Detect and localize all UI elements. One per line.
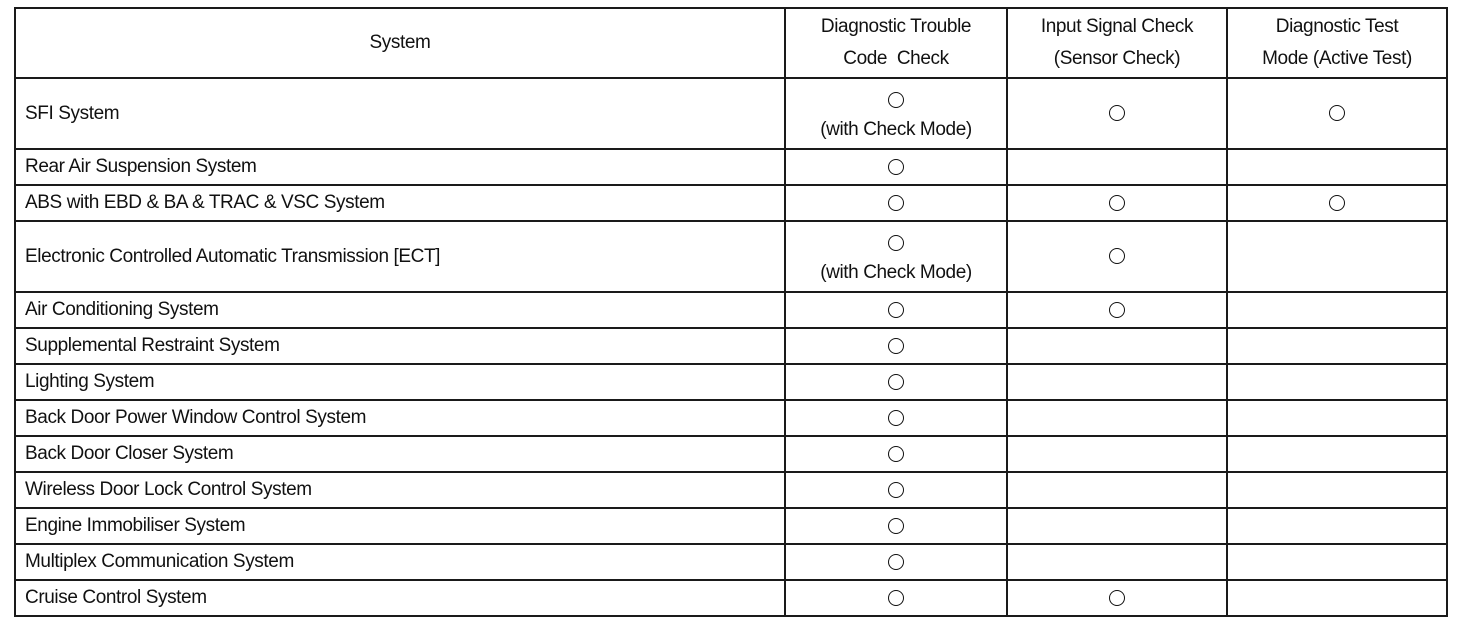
dtc-cell [785, 508, 1007, 544]
input-cell [1007, 436, 1227, 472]
system-name-cell: Electronic Controlled Automatic Transmission [ECT] [15, 221, 785, 292]
input-cell [1007, 185, 1227, 221]
circle-mark-icon [1109, 195, 1125, 211]
table-row [15, 580, 1447, 616]
header-dtc-line-1: Diagnostic Trouble [820, 16, 972, 37]
active-cell [1227, 292, 1447, 328]
circle-mark-icon [888, 518, 904, 534]
input-cell [1007, 400, 1227, 436]
circle-mark-icon [1109, 105, 1125, 121]
active-cell [1227, 149, 1447, 185]
table-row [15, 328, 1447, 364]
dtc-cell [785, 149, 1007, 185]
system-name-cell: Cruise Control System [15, 580, 785, 616]
circle-mark-icon [888, 338, 904, 354]
table-row [15, 436, 1447, 472]
check-mode-note: (with Check Mode) [820, 118, 972, 140]
input-cell [1007, 78, 1227, 149]
table-row [15, 149, 1447, 185]
table-row [15, 78, 1447, 149]
check-mode-note: (with Check Mode) [820, 261, 972, 283]
input-cell [1007, 472, 1227, 508]
active-cell [1227, 472, 1447, 508]
system-name-cell: Rear Air Suspension System [15, 149, 785, 185]
dtc-cell [785, 328, 1007, 364]
system-name-cell: Air Conditioning System [15, 292, 785, 328]
circle-mark-icon [888, 159, 904, 175]
system-name-cell: Lighting System [15, 364, 785, 400]
header-dtc-line-2: Code Check [843, 48, 949, 69]
table-row [15, 185, 1447, 221]
active-cell [1227, 185, 1447, 221]
input-cell [1007, 364, 1227, 400]
header-input-line-1: Input Signal Check [1040, 16, 1194, 37]
dtc-cell [785, 78, 1007, 149]
dtc-cell [785, 221, 1007, 292]
system-name-cell: Back Door Closer System [15, 436, 785, 472]
table-body [15, 78, 1447, 616]
circle-mark-icon [888, 302, 904, 318]
table-row [15, 221, 1447, 292]
system-name-cell: SFI System [15, 78, 785, 149]
input-cell [1007, 328, 1227, 364]
header-system-label: System [369, 32, 431, 53]
circle-mark-icon [888, 590, 904, 606]
input-cell [1007, 149, 1227, 185]
system-name-cell: Wireless Door Lock Control System [15, 472, 785, 508]
header-system [15, 8, 785, 78]
table-row [15, 544, 1447, 580]
header-active-test [1227, 8, 1447, 78]
active-cell [1227, 364, 1447, 400]
input-cell [1007, 544, 1227, 580]
diagnostic-function-table [14, 7, 1448, 617]
header-row [15, 8, 1447, 78]
system-name-cell: Supplemental Restraint System [15, 328, 785, 364]
active-cell [1227, 78, 1447, 149]
header-active-line-2: Mode (Active Test) [1262, 48, 1412, 69]
dtc-cell [785, 185, 1007, 221]
table-row [15, 364, 1447, 400]
system-name-cell: Multiplex Communication System [15, 544, 785, 580]
circle-mark-icon [888, 410, 904, 426]
dtc-cell [785, 292, 1007, 328]
circle-mark-icon [1109, 302, 1125, 318]
dtc-cell [785, 472, 1007, 508]
active-cell [1227, 580, 1447, 616]
system-name-cell: Engine Immobiliser System [15, 508, 785, 544]
circle-mark-icon [1329, 195, 1345, 211]
circle-mark-icon [888, 374, 904, 390]
circle-mark-icon [888, 235, 904, 251]
circle-mark-icon [888, 554, 904, 570]
dtc-cell [785, 400, 1007, 436]
header-active-line-1: Diagnostic Test [1275, 16, 1399, 37]
circle-mark-icon [888, 92, 904, 108]
input-cell [1007, 580, 1227, 616]
system-name-cell: ABS with EBD & BA & TRAC & VSC System [15, 185, 785, 221]
active-cell [1227, 508, 1447, 544]
table-row [15, 508, 1447, 544]
dtc-cell [785, 580, 1007, 616]
circle-mark-icon [888, 195, 904, 211]
active-cell [1227, 221, 1447, 292]
circle-mark-icon [1329, 105, 1345, 121]
header-input-signal-check [1007, 8, 1227, 78]
input-cell [1007, 508, 1227, 544]
active-cell [1227, 328, 1447, 364]
input-cell [1007, 221, 1227, 292]
active-cell [1227, 400, 1447, 436]
table-row [15, 400, 1447, 436]
dtc-cell [785, 436, 1007, 472]
header-dtc-check [785, 8, 1007, 78]
table-row [15, 292, 1447, 328]
input-cell [1007, 292, 1227, 328]
system-name-cell: Back Door Power Window Control System [15, 400, 785, 436]
circle-mark-icon [1109, 248, 1125, 264]
active-cell [1227, 544, 1447, 580]
circle-mark-icon [1109, 590, 1125, 606]
circle-mark-icon [888, 446, 904, 462]
dtc-cell [785, 364, 1007, 400]
table-row [15, 472, 1447, 508]
header-input-line-2: (Sensor Check) [1053, 48, 1181, 69]
dtc-cell [785, 544, 1007, 580]
active-cell [1227, 436, 1447, 472]
circle-mark-icon [888, 482, 904, 498]
